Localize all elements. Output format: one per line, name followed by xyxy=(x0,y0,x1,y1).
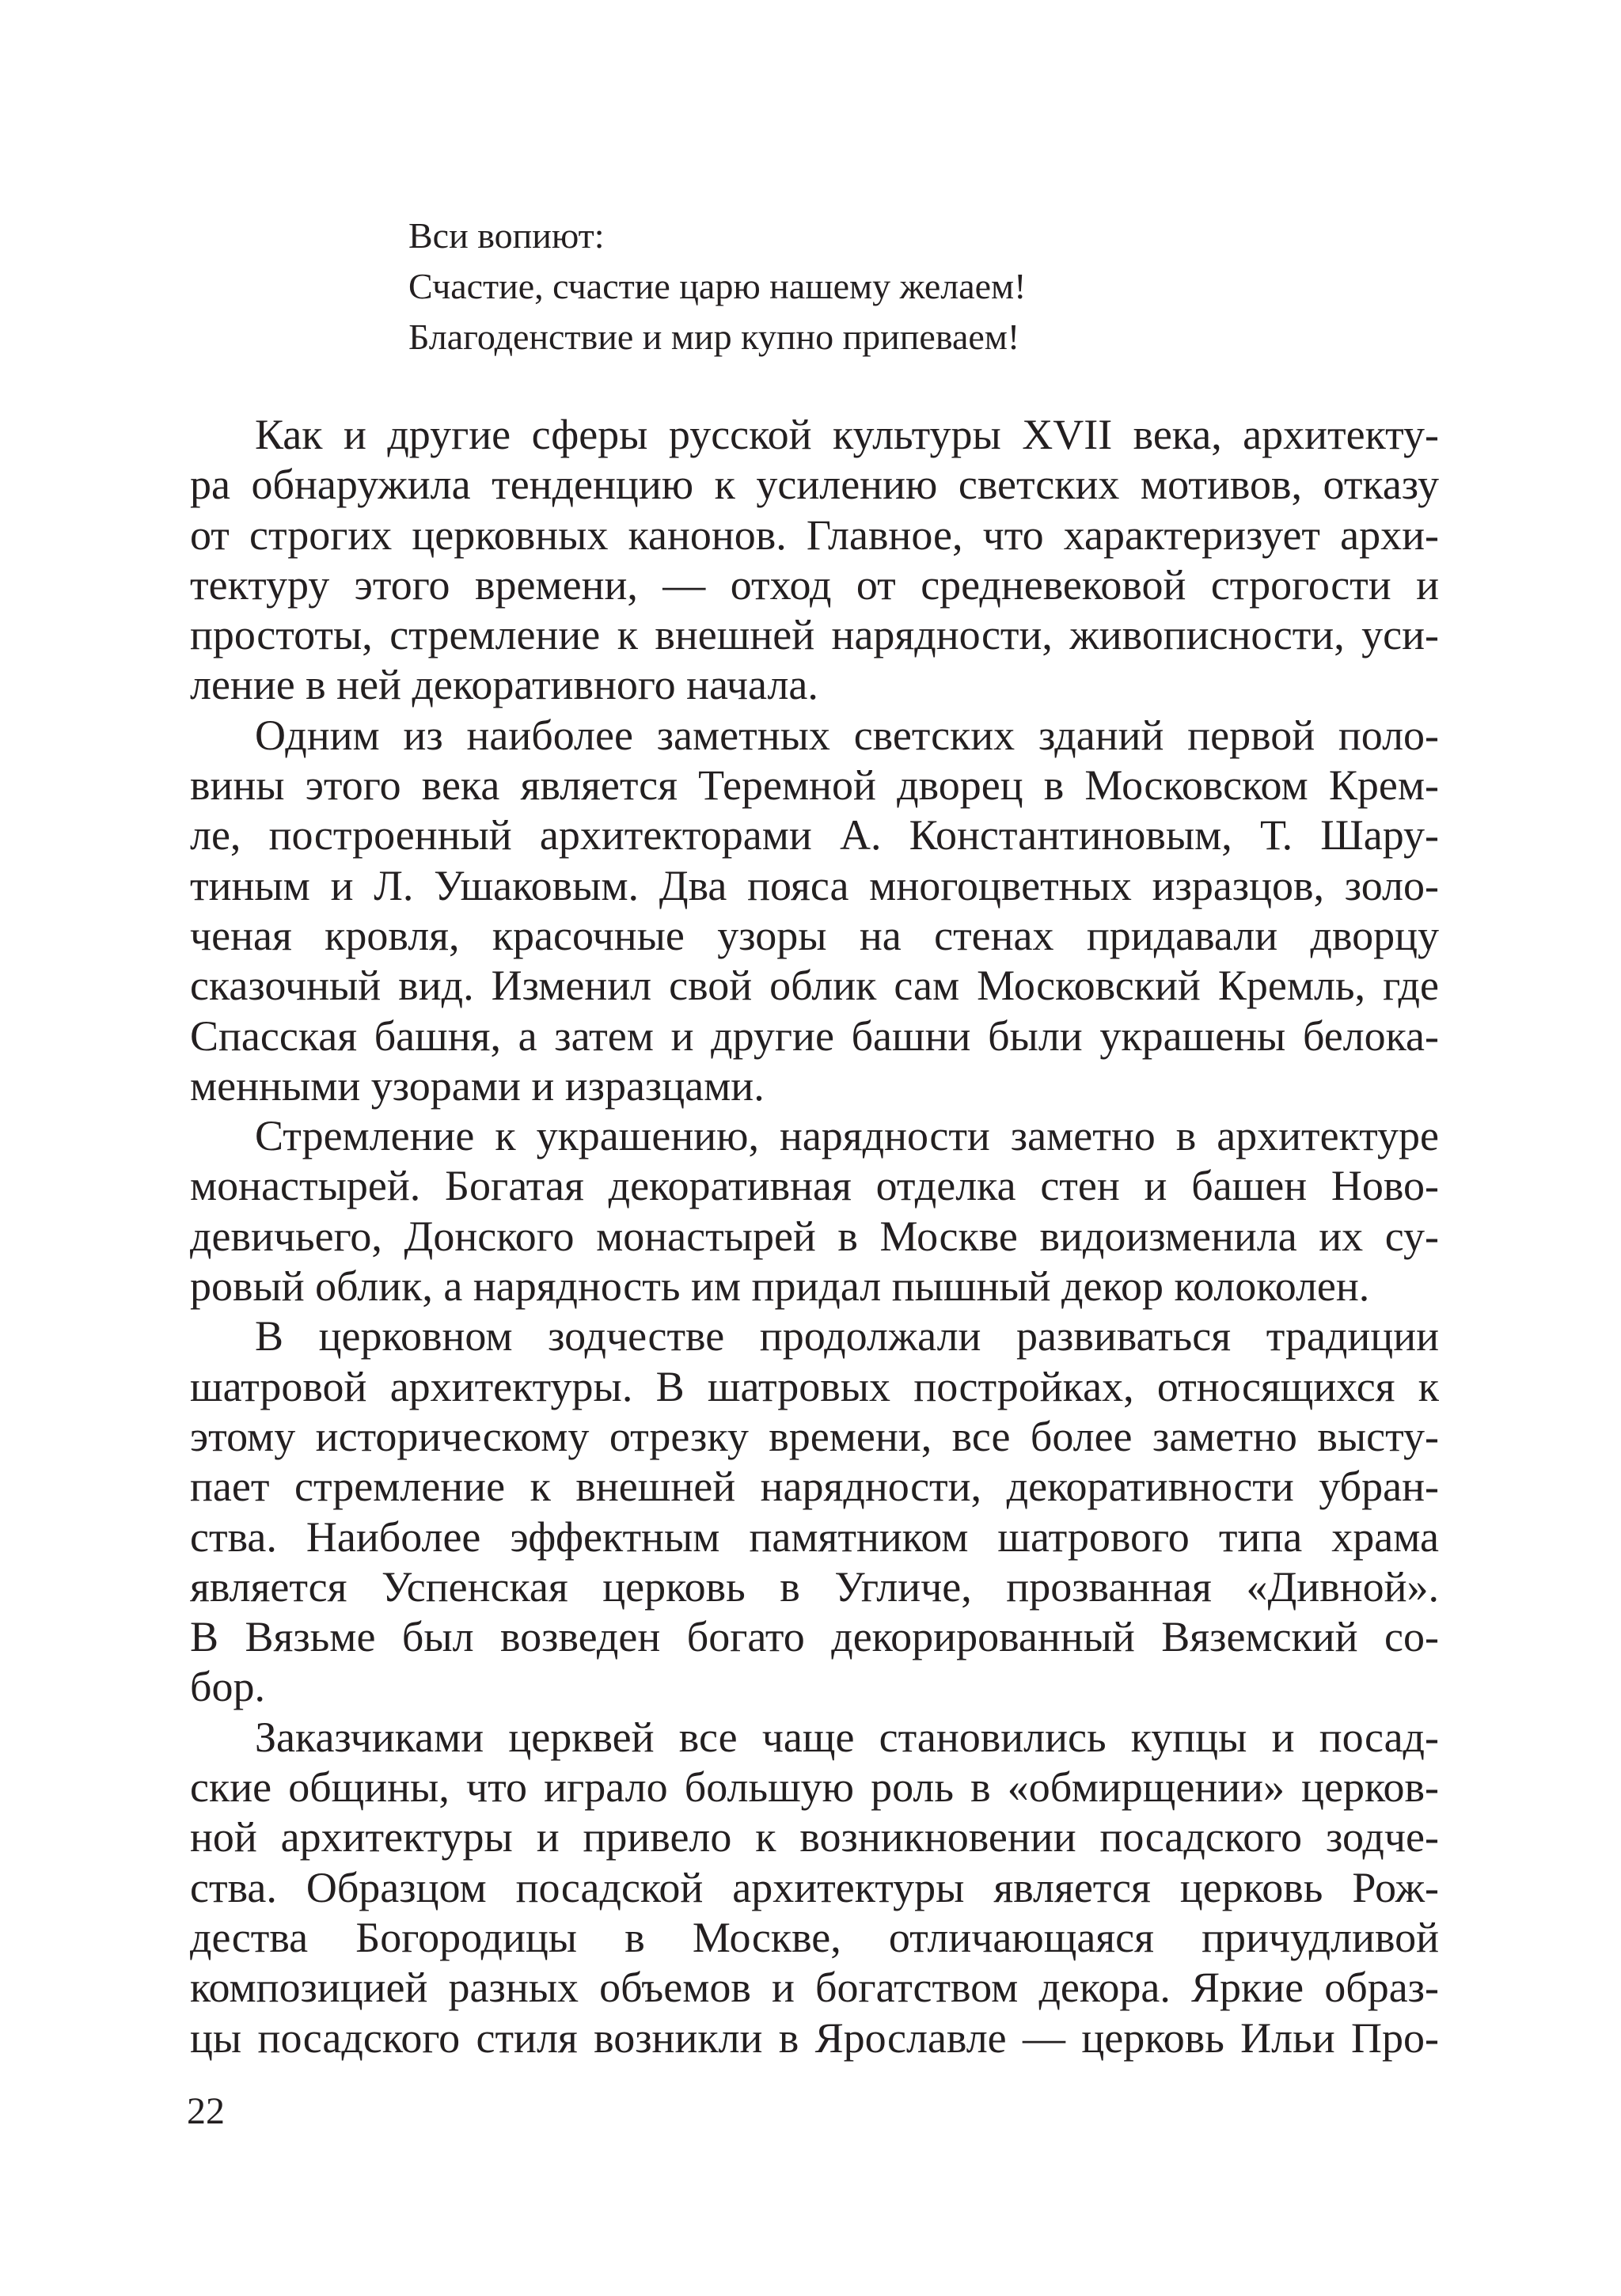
text-line: ства. Образцом посадской архитектуры является церковь Рож- xyxy=(190,1863,1439,1911)
text-line: Спасская башня, а затем и другие башни были украшены белока- xyxy=(190,1011,1439,1060)
text-line: В Вязьме был возведен богато декорированный Вяземский со- xyxy=(190,1613,1439,1661)
page-number: 22 xyxy=(187,2090,225,2132)
text-line: вины этого века является Теремной дворец в Московском Крем- xyxy=(190,761,1439,810)
verse-block xyxy=(408,211,1437,362)
text-line: ной архитектуры и привело к возникновении посадского зодче- xyxy=(190,1813,1439,1861)
text-line: тиным и Л. Ушаковым. Два пояса многоцветных изразцов, золо- xyxy=(190,861,1439,909)
text-line: бор. xyxy=(190,1663,265,1711)
verse-line: Благоденствие и мир купно припеваем! xyxy=(408,317,1020,357)
body-text xyxy=(190,410,1439,2063)
text-line: пает стремление к внешней нарядности, декоративности убран- xyxy=(190,1463,1439,1511)
text-line: Заказчиками церквей все чаще становились купцы и посад- xyxy=(255,1713,1439,1761)
paragraph xyxy=(190,1713,1439,2063)
text-line: ровый облик, а нарядность им придал пышный декор колоколен. xyxy=(190,1262,1370,1311)
verse-line: Вси вопиют: xyxy=(408,215,605,256)
text-line: от строгих церковных канонов. Главное, что характеризует архи- xyxy=(190,510,1439,559)
text-line: Стремление к украшению, нарядности заметно в архитектуре xyxy=(255,1112,1439,1160)
text-line: ства. Наиболее эффектным памятником шатрового типа храма xyxy=(190,1512,1439,1561)
paragraph xyxy=(190,1111,1439,1311)
text-line: менными узорами и изразцами. xyxy=(190,1061,765,1110)
text-line: является Успенская церковь в Угличе, прозванная «Дивной». xyxy=(190,1562,1439,1611)
text-line: шатровой архитектуры. В шатровых постройках, относящихся к xyxy=(190,1362,1439,1410)
text-line: ские общины, что играло большую роль в «обмирщении» церков- xyxy=(190,1763,1439,1812)
text-line: дества Богородицы в Москве, отличающаяся причудливой xyxy=(190,1913,1439,1961)
text-line: Одним из наиболее заметных светских зданий первой поло- xyxy=(255,711,1439,759)
paragraph xyxy=(190,1311,1439,1712)
text-line: композицией разных объемов и богатством декора. Яркие образ- xyxy=(190,1964,1439,2012)
text-line: ра обнаружила тенденцию к усилению светских мотивов, отказу xyxy=(190,461,1439,509)
text-line: простоты, стремление к внешней нарядности, живописности, уси- xyxy=(190,611,1439,659)
text-line: В церковном зодчестве продолжали развиваться традиции xyxy=(255,1312,1439,1361)
text-line: этому историческому отрезку времени, все более заметно высту- xyxy=(190,1412,1439,1460)
text-line: ченая кровля, красочные узоры на стенах придавали дворцу xyxy=(190,911,1439,959)
paragraph xyxy=(190,711,1439,1111)
text-line: ле, построенный архитекторами А. Константиновым, Т. Шару- xyxy=(190,811,1439,860)
text-line: девичьего, Донского монастырей в Москве видоизменила их су- xyxy=(190,1212,1439,1260)
text-line: сказочный вид. Изменил свой облик сам Московский Кремль, где xyxy=(190,962,1439,1010)
verse-line: Счастие, счастие царю нашему желаем! xyxy=(408,266,1027,306)
text-line: тектуру этого времени, — отход от средневековой строгости и xyxy=(190,560,1439,609)
text-line: монастырей. Богатая декоративная отделка стен и башен Ново- xyxy=(190,1162,1439,1210)
text-line: Как и другие сферы русской культуры XVII века, архитекту- xyxy=(255,411,1439,458)
text-line: ление в ней декоративного начала. xyxy=(190,661,818,709)
text-line: цы посадского стиля возникли в Ярославле — церковь Ильи Про- xyxy=(190,2013,1439,2062)
paragraph xyxy=(190,410,1439,711)
